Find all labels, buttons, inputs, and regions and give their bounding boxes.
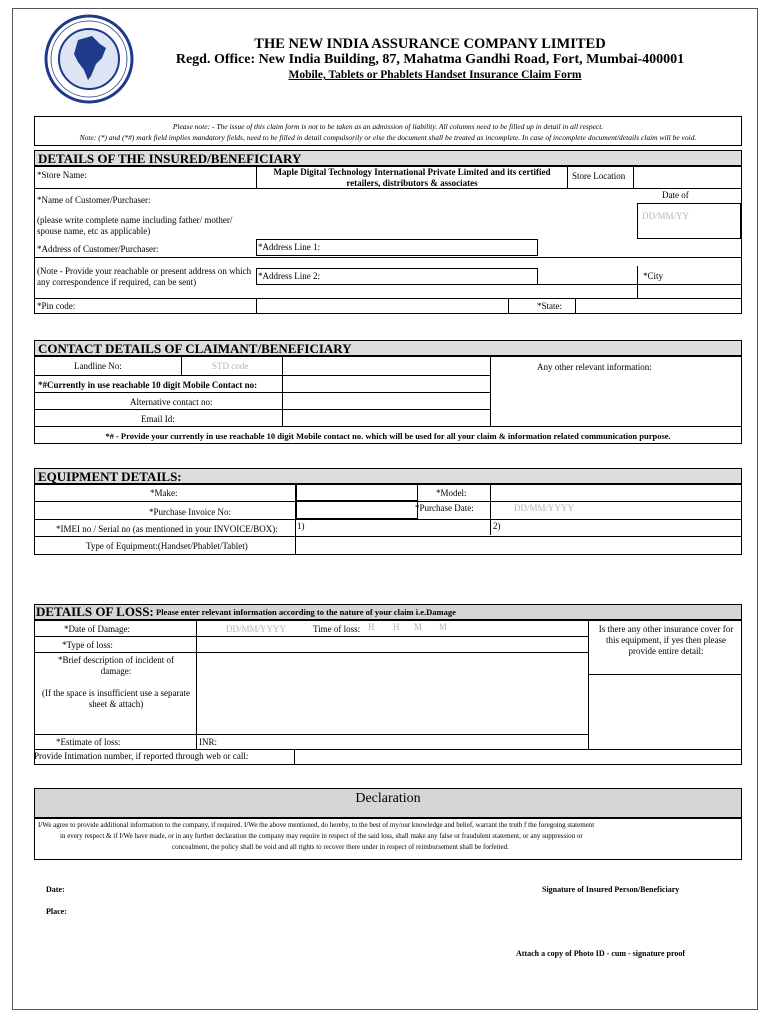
loss-section-title: DETAILS OF LOSS: — [36, 604, 154, 619]
purchase-invoice-label: *Purchase Invoice No: — [149, 507, 231, 517]
insured-section-title: DETAILS OF THE INSURED/BENEFICIARY — [34, 150, 742, 166]
make-input[interactable] — [296, 484, 418, 501]
time-m1: M — [414, 622, 423, 632]
date-of-label: Date of — [662, 190, 689, 200]
alternative-contact-label: Alternative contact no: — [130, 397, 213, 407]
declaration-text-2: in every respect & if I/We have made, or in any further declaration the company may require in respect of the said loss, shall make any false or fraudulent statement, or any suppression or — [60, 832, 583, 840]
other-insurance-label: Is there any other insurance cover for this equipment, if yes then please provide entire detail: — [598, 624, 734, 656]
declaration-text-1: I/We agree to provide additional information to the company, if required. I/We the above mentioned, do hereby, to the best of my/our knowledge and belief, warrant the truth f the foregoing statement — [38, 821, 595, 829]
intimation-number-label: Provide Intimation number, if reported through web or call: — [34, 751, 249, 761]
make-label: *Make: — [150, 488, 178, 498]
imei-1: 1) — [297, 521, 305, 531]
time-h2: H — [393, 622, 400, 632]
imei-2: 2) — [493, 521, 501, 531]
date-of-damage-placeholder: DD/MM/YYYY — [226, 624, 287, 634]
city-label: *City — [643, 271, 664, 281]
date-input[interactable] — [637, 203, 741, 239]
purchase-date-placeholder: DD/MM/YYYY — [514, 503, 575, 513]
type-of-loss-label: *Type of loss: — [62, 640, 113, 650]
pin-code-label: *Pin code: — [37, 301, 76, 311]
invoice-input[interactable] — [296, 501, 418, 519]
signature-label: Signature of Insured Person/Beneficiary — [542, 885, 680, 894]
other-info-label: Any other relevant information: — [537, 362, 652, 372]
company-name: THE NEW INDIA ASSURANCE COMPANY LIMITED — [254, 36, 606, 52]
std-code-placeholder: STD code — [212, 361, 249, 371]
time-of-loss-label: Time of loss: — [313, 624, 361, 634]
new-india-assurance-logo — [44, 14, 134, 104]
contact-section-title: CONTACT DETAILS OF CLAIMANT/BENEFICIARY — [34, 340, 742, 356]
date-label: Date: — [46, 885, 65, 894]
equipment-type-label: Type of Equipment:(Handset/Phablet/Tablet) — [86, 541, 248, 551]
estimate-of-loss-label: *Estimate of loss: — [56, 737, 121, 747]
form-title: Mobile, Tablets or Phablets Handset Insurance Claim Form — [288, 69, 582, 81]
customer-name-label: *Name of Customer/Purchaser: — [37, 195, 151, 205]
note-line-1: Please note: - The issue of this claim form is not to be taken as an admission of liability. All columns need to be filled up in detail in all respect. — [172, 122, 604, 131]
brief-description-hint: (If the space is insufficient use a separate sheet & attach) — [41, 688, 191, 709]
purchase-date-label: *Purchase Date: — [415, 503, 474, 513]
declaration-title: Declaration — [355, 791, 421, 806]
attach-photo-id-note: Attach a copy of Photo ID - cum - signature proof — [516, 949, 686, 958]
name-hint: (please write complete name including father/ mother/ spouse name, etc as applicable) — [37, 215, 233, 236]
notes-box — [34, 116, 742, 146]
registered-office: Regd. Office: New India Building, 87, Mahatma Gandhi Road, Fort, Mumbai-400001 — [175, 52, 685, 67]
date-of-damage-label: *Date of Damage: — [64, 624, 130, 634]
equipment-section-title: EQUIPMENT DETAILS: — [34, 468, 742, 484]
store-name-label: *Store Name: — [37, 170, 87, 180]
address-note: (Note - Provide your reachable or present address on which any correspondence if required, can be sent) — [37, 266, 252, 287]
time-h1: H — [368, 622, 375, 632]
imei-label: *IMEI no / Serial no (as mentioned in your INVOICE/BOX): — [56, 524, 278, 534]
time-m2: M — [439, 622, 448, 632]
note-line-2: Note: (*) and (*#) mark field implies mandatory fields, need to be filled in detail compulsorily or else the document shall be treated as incomplete. In case of incomplete document/details claim will be void. — [79, 133, 697, 142]
inr-label: INR: — [199, 737, 217, 747]
address-line-2-label: *Address Line 2: — [258, 271, 320, 281]
mobile-label: *#Currently in use reachable 10 digit Mobile Contact no: — [38, 380, 258, 390]
email-label: Email Id: — [141, 414, 175, 424]
state-label: *State: — [537, 301, 562, 311]
store-name-value: Maple Digital Technology International Private Limited and its certified retailers, distributors & associates — [273, 167, 551, 188]
landline-label: Landline No: — [74, 361, 122, 371]
loss-section-subtitle: Please enter relevant information according to the nature of your claim i.e.Damage — [156, 607, 456, 617]
store-location-label: Store Location — [572, 171, 626, 181]
date-placeholder: DD/MM/YY — [642, 211, 690, 221]
place-label: Place: — [46, 907, 67, 916]
declaration-text-3: concealment, the policy shall be void and all rights to recover there under in respect of reimbursement shall be forfeited. — [172, 843, 509, 851]
brief-description-label: *Brief description of incident of damage: — [58, 655, 174, 676]
address-line-1-label: *Address Line 1: — [258, 242, 320, 252]
address-label: *Address of Customer/Purchaser: — [37, 244, 159, 254]
model-label: *Model: — [436, 488, 467, 498]
mobile-footnote: *# - Provide your currently in use reachable 10 digit Mobile contact no. which will be used for all your claim & information related communication purpose. — [105, 431, 671, 441]
